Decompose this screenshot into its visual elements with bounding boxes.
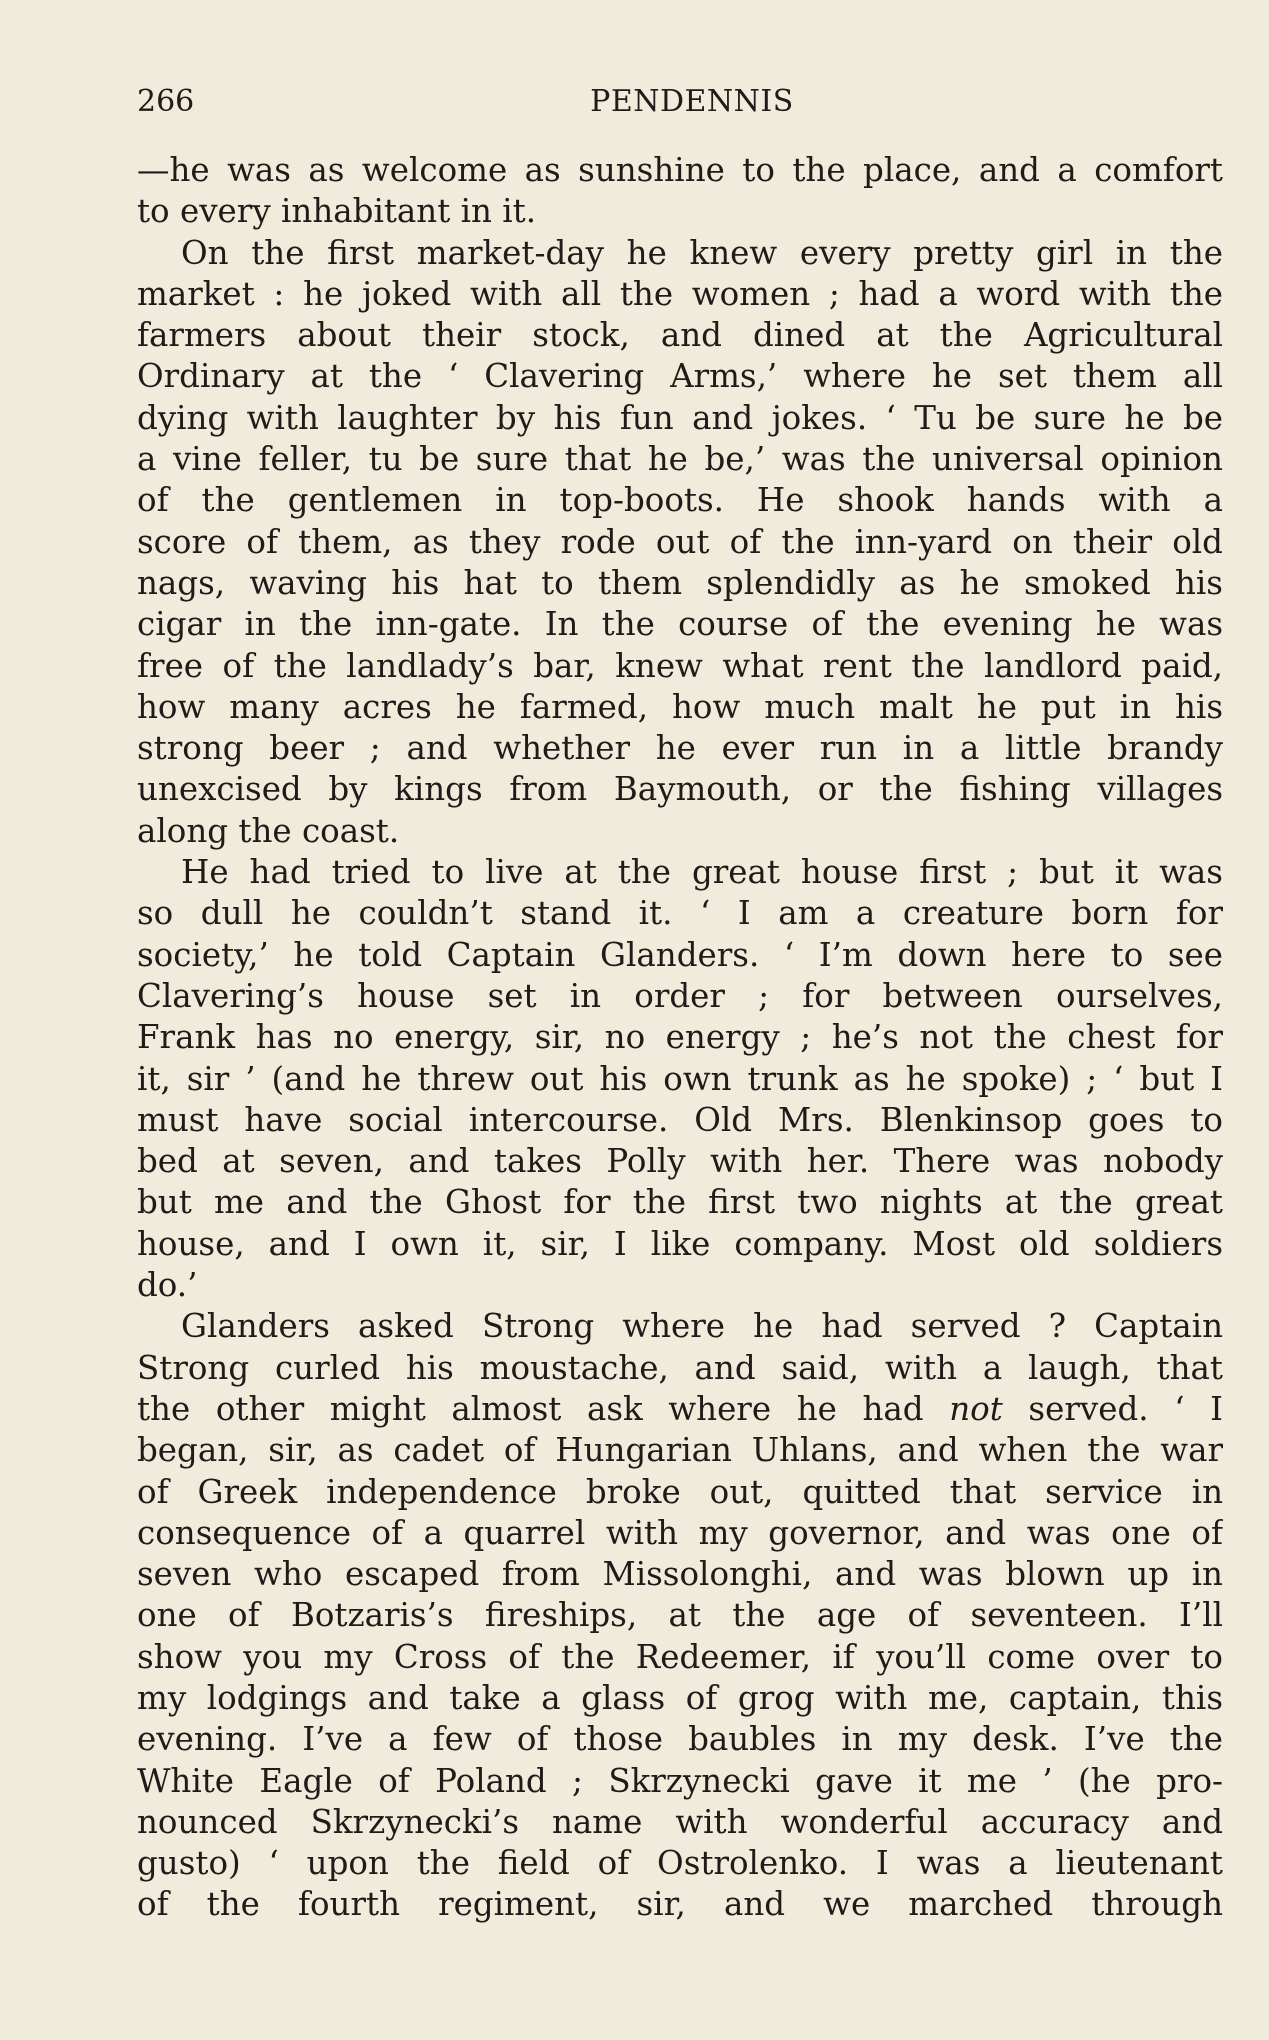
text-line: strong beer ; and whether he ever run in a little brandy (137, 729, 1223, 768)
body-text (137, 150, 1223, 1926)
text-line: a vine feller, tu be sure that he be,’ was the universal opinion (137, 440, 1223, 479)
text-line: consequence of a quarrel with my governor, and was one of (137, 1513, 1223, 1552)
text-line: gusto) ‘ upon the field of Ostrolenko. I was a lieutenant (137, 1844, 1223, 1883)
text-line: but me and the Ghost for the first two nights at the great (137, 1183, 1223, 1222)
running-head (137, 80, 1227, 124)
text-line: On the first market-day he knew every pretty girl in the (181, 233, 1223, 272)
text-line: Frank has no energy, sir, no energy ; he’s not the chest for (137, 1018, 1223, 1057)
text-line: farmers about their stock, and dined at the Agricultural (137, 316, 1223, 355)
text-line: house, and I own it, sir, I like company. Most old soldiers (137, 1224, 1223, 1263)
text-line: how many acres he farmed, how much malt he put in his (137, 687, 1223, 726)
text-line: —he was as welcome as sunshine to the place, and a comfort (137, 151, 1223, 189)
text-line: He had tried to live at the great house first ; but it was (181, 853, 1223, 892)
text-line: society,’ he told Captain Glanders. ‘ I’m down here to see (137, 935, 1223, 974)
text-line: Ordinary at the ‘ Clavering Arms,’ where he set them all (137, 357, 1223, 396)
text-line: unexcised by kings from Baymouth, or the fishing villages (137, 770, 1223, 809)
text-line: to every inhabitant in it. (137, 192, 537, 231)
text-line: of the fourth regiment, sir, and we marched through (137, 1885, 1223, 1924)
text-line: White Eagle of Poland ; Skrzynecki gave it me ’ (he pro- (137, 1761, 1223, 1800)
text-line: bed at seven, and takes Polly with her. There was nobody (137, 1142, 1223, 1181)
text-line: Strong curled his moustache, and said, with a laugh, that (137, 1348, 1223, 1387)
text-line: my lodgings and take a glass of grog with me, captain, this (137, 1678, 1223, 1717)
text-line: cigar in the inn-gate. In the course of the evening he was (137, 605, 1223, 644)
text-line: so dull he couldn’t stand it. ‘ I am a creature born for (137, 894, 1223, 933)
text-line: show you my Cross of the Redeemer, if you’ll come over to (137, 1637, 1223, 1676)
running-title: PENDENNIS (590, 84, 794, 119)
text-line: nounced Skrzynecki’s name with wonderful accuracy and (137, 1802, 1223, 1841)
text-line: dying with laughter by his fun and jokes. ‘ Tu be sure he be (137, 398, 1223, 437)
text-line: nags, waving his hat to them splendidly as he smoked his (137, 563, 1223, 602)
text-line: market : he joked with all the women ; had a word with the (137, 274, 1223, 313)
text-line: of Greek independence broke out, quitted that service in (137, 1472, 1223, 1511)
text-line: along the coast. (137, 811, 400, 850)
text-line: of the gentlemen in top-boots. He shook hands with a (137, 481, 1223, 520)
text-line: evening. I’ve a few of those baubles in my desk. I’ve the (137, 1720, 1223, 1759)
text-line: seven who escaped from Missolonghi, and was blown up in (137, 1555, 1223, 1594)
text-line: score of them, as they rode out of the inn-yard on their old (137, 522, 1223, 561)
text-line: do.’ (137, 1266, 198, 1305)
text-line: the other might almost ask where he had not served. ‘ I (137, 1389, 1223, 1428)
text-line: Clavering’s house set in order ; for between ourselves, (137, 976, 1223, 1015)
text-line: it, sir ’ (and he threw out his own trunk as he spoke) ; ‘ but I (137, 1059, 1223, 1098)
page-number: 266 (137, 84, 195, 119)
text-line: free of the landlady’s bar, knew what rent the landlord paid, (137, 646, 1223, 685)
text-line: must have social intercourse. Old Mrs. Blenkinsop goes to (137, 1100, 1223, 1139)
text-line: one of Botzaris’s fireships, at the age of seventeen. I’ll (137, 1596, 1223, 1635)
text-line: Glanders asked Strong where he had served ? Captain (181, 1307, 1223, 1346)
text-line: began, sir, as cadet of Hungarian Uhlans, and when the war (137, 1431, 1223, 1470)
